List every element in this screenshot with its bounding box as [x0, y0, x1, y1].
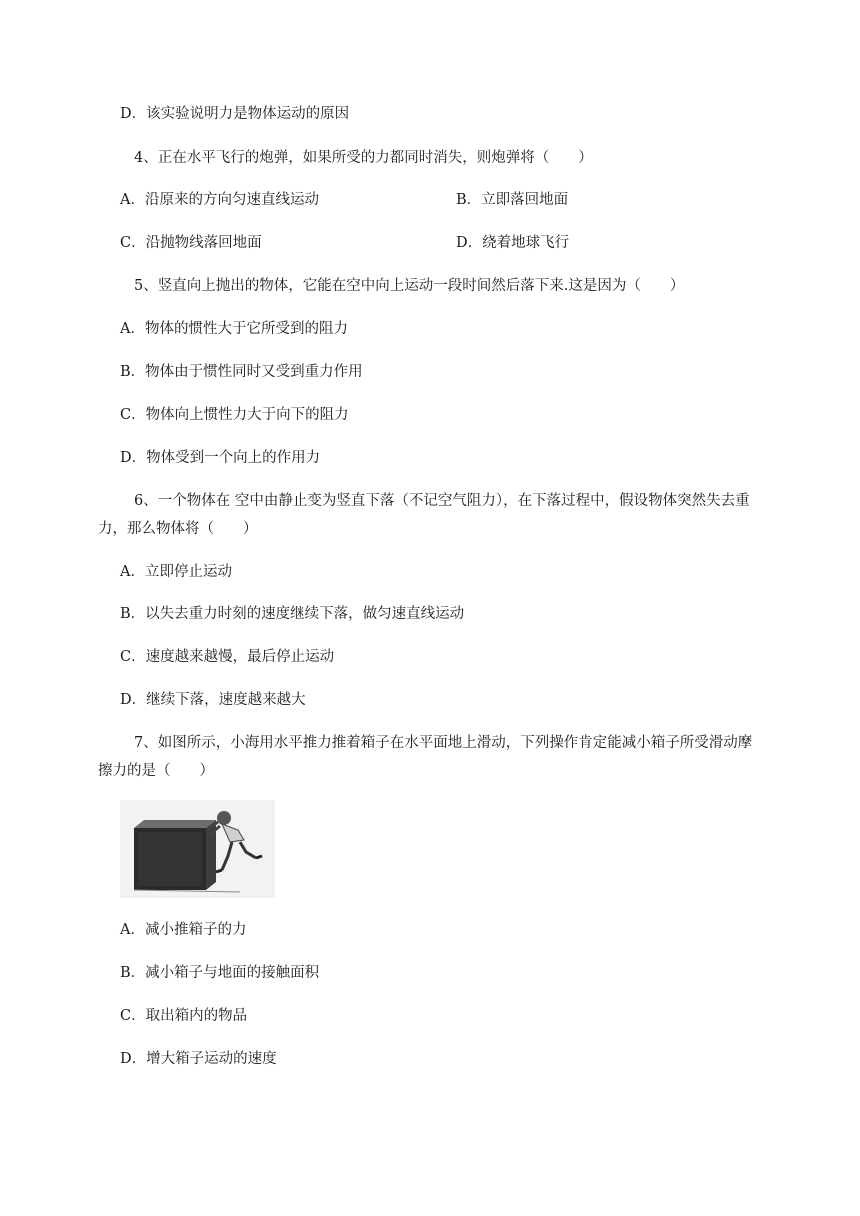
q5-option-a: A．物体的惯性大于它所受到的阻力 [120, 321, 348, 337]
q5-option-d: D．物体受到一个向上的作用力 [120, 450, 321, 466]
q6-stem-line1: 6、一个物体在 空中由静止变为竖直下落（不记空气阻力），在下落过程中，假设物体突然失去重 [134, 493, 750, 509]
q4-stem: 4、正在水平飞行的炮弹，如果所受的力都同时消失，则炮弹将（ ） [134, 150, 593, 166]
q7-stem-line1: 7、如图所示，小海用水平推力推着箱子在水平面地上滑动，下列操作肯定能减小箱子所受滑动摩 [134, 735, 753, 751]
q6-stem-line2: 力，那么物体将（ ） [98, 521, 258, 537]
q7-option-d: D．增大箱子运动的速度 [120, 1051, 277, 1067]
boy-pushing-box-figure [120, 800, 275, 898]
q5-option-b: B．物体由于惯性同时又受到重力作用 [120, 364, 363, 380]
q4-option-a: A．沿原来的方向匀速直线运动 [120, 192, 319, 208]
q7-option-c: C．取出箱内的物品 [120, 1008, 248, 1024]
q6-option-d: D．继续下落，速度越来越大 [120, 692, 306, 708]
q5-stem: 5、竖直向上抛出的物体，它能在空中向上运动一段时间然后落下来.这是因为（ ） [134, 278, 685, 294]
q3-option-d: D．该实验说明力是物体运动的原因 [120, 106, 350, 122]
q6-option-a: A．立即停止运动 [120, 564, 232, 580]
q4-option-c: C．沿抛物线落回地面 [120, 235, 262, 251]
q7-stem-line2: 擦力的是（ ） [98, 763, 214, 779]
q4-option-d: D．绕着地球飞行 [456, 235, 570, 251]
q6-option-c: C．速度越来越慢，最后停止运动 [120, 649, 335, 665]
q5-option-c: C．物体向上惯性力大于向下的阻力 [120, 407, 349, 423]
q7-option-a: A．减小推箱子的力 [120, 922, 247, 938]
q6-option-b: B．以失去重力时刻的速度继续下落，做匀速直线运动 [120, 606, 465, 622]
q4-option-b: B．立即落回地面 [456, 192, 569, 208]
q7-option-b: B．减小箱子与地面的接触面积 [120, 965, 320, 981]
